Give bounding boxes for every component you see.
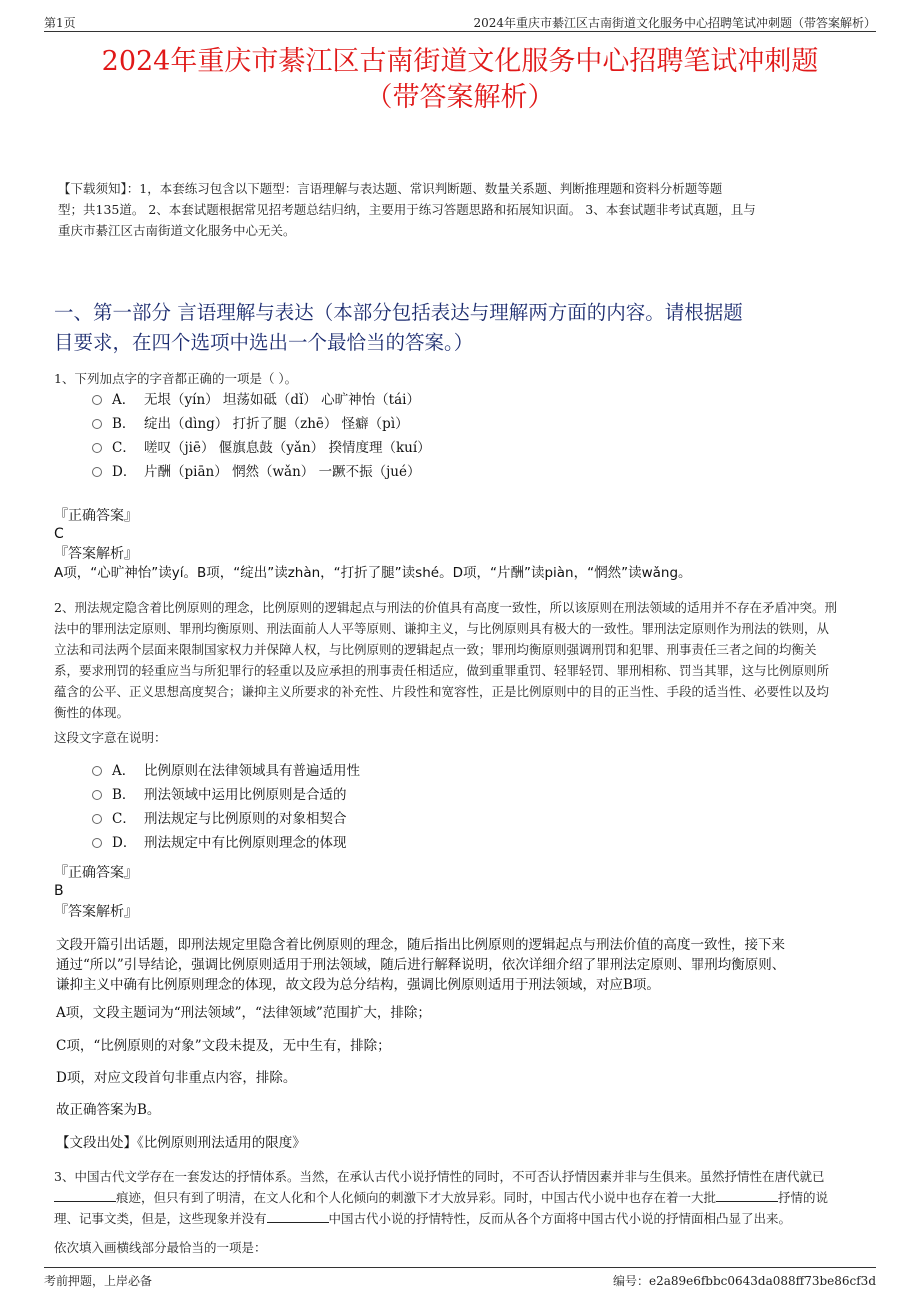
option-a[interactable]: A． 无垠（yín） 坦荡如砥（dǐ） 心旷神怡（tái） (92, 388, 431, 412)
section-heading-line: 目要求，在四个选项中选出一个最恰当的答案。） (54, 331, 474, 354)
fill-blank[interactable] (267, 1210, 329, 1223)
source-citation: 【文段出处】《比例原则刑法适用的限度》 (56, 1135, 306, 1151)
option-c[interactable]: C． 刑法规定与比例原则的对象相契合 (92, 807, 360, 831)
notice-line: 【下载须知】：1，本套练习包含以下题型：言语理解与表达题、常识判断题、数量关系题、判断推理题和资料分析题等题 (58, 181, 723, 196)
option-c[interactable]: C． 嗟叹（jiē） 偃旗息鼓（yǎn） 揆情度理（kuí） (92, 436, 431, 460)
notice-line: 型；共135道。 2、本套试题根据常见招考题总结归纳，主要用于练习答题思路和拓展知识面。 3、本套试题非考试真题，且与 (58, 202, 756, 217)
question-3-line-2: 痕迹，但只有到了明清，在文人化和个人化倾向的刺激下才大放异彩。同时，中国古代小说中也存在着一大批 抒情的说 (54, 1187, 874, 1208)
question-3-line-3: 理、记事文类，但是，这些现象并没有 中国古代小说的抒情特性，反而从各个方面将中国古代小说的抒情面相凸显了出来。 (54, 1211, 792, 1226)
question-1-options (92, 388, 431, 484)
analysis-option-c: C项，“比例原则的对象”文段未提及，无中生有，排除； (56, 1038, 391, 1054)
section-heading (54, 298, 874, 358)
footer-divider (44, 1267, 876, 1268)
download-notice (58, 178, 878, 241)
option-d[interactable]: D． 片酬（piān） 惘然（wǎn） 一蹶不振（jué） (92, 460, 431, 484)
question-3-stem: 3、中国古代文学存在一套发达的抒情体系。当然，在承认古代小说抒情性的同时，不可否认抒情因素并非与生俱来。虽然抒情性在唐代就已 痕迹，但只有到了明清，在文人化和个人化倾向的刺激下才大放异彩。同时，中国古代小说中也存在着一大批 抒情的说 理、记事文类，但是，这些现象并没有 中国古代小说的抒情特性，反而从各个方面将中国古代小说的抒情面相凸显了出来。 (54, 1166, 874, 1229)
running-header: 2024年重庆市綦江区古南街道文化服务中心招聘笔试冲刺题（带答案解析） (473, 16, 876, 30)
option-b[interactable]: B． 刑法领域中运用比例原则是合适的 (92, 783, 360, 807)
radio-icon[interactable] (92, 443, 102, 453)
header-divider (44, 31, 876, 32)
footer-slogan: 考前押题，上岸必备 (44, 1274, 153, 1288)
question-2-prompt: 这段文字意在说明： (54, 730, 167, 745)
analysis-option-a: A项，文段主题词为“刑法领域”，“法律领域”范围扩大，排除； (56, 1005, 431, 1021)
analysis-text: A项，“心旷神怡”读yí。B项，“绽出”读zhàn，“打折了腿”读shé。D项，“片酬”读piàn，“惘然”读wǎng。 (54, 565, 692, 581)
option-d[interactable]: D． 刑法规定中有比例原则理念的体现 (92, 831, 360, 855)
option-b[interactable]: B． 绽出（dìng） 打折了腿（zhē） 怪癖（pì） (92, 412, 431, 436)
analysis-conclusion: 故正确答案为B。 (56, 1102, 161, 1118)
question-2-stem: 2、刑法规定隐含着比例原则的理念，比例原则的逻辑起点与刑法的价值具有高度一致性，所以该原则在刑法领域的适用并不存在矛盾冲突。刑 法中的罪刑法定原则、罪刑均衡原则、刑法面前人人平等原则、谦抑主义，与比例原则具有极大的一致性。罪刑法定原则作为刑法的铁则，从 立法和司法两个层面来限制国家权力并保障人权，与比例原则的逻辑起点一致；罪刑均衡原则强调刑罚和犯罪、刑事责任三者之间的均衡关 系，要求刑罚的轻重应当与所犯罪行的轻重以及应承担的刑事责任相适应，做到重罪重罚、轻罪轻罚、罪刑相称、罚当其罪，这与比例原则所 蕴含的公平、正义思想高度契合；谦抑主义所要求的补充性、片段性和宽容性，正是比例原则中的目的正当性、手段的适当性、必要性以及均 衡性的体现。 (54, 600, 837, 720)
analysis-option-d: D项，对应文段首句非重点内容，排除。 (56, 1070, 297, 1086)
fill-blank[interactable] (716, 1189, 778, 1202)
radio-icon[interactable] (92, 766, 102, 776)
radio-icon[interactable] (92, 814, 102, 824)
analysis-label: 『答案解析』 (54, 546, 138, 562)
answer-value: C (54, 526, 64, 542)
section-heading-line: 一、第一部分 言语理解与表达（本部分包括表达与理解两方面的内容。请根据题 (54, 301, 743, 324)
page-number: 第1页 (44, 16, 76, 30)
radio-icon[interactable] (92, 467, 102, 477)
answer-label: 『正确答案』 (54, 865, 138, 881)
option-a[interactable]: A． 比例原则在法律领域具有普遍适用性 (92, 759, 360, 783)
page-subtitle: （带答案解析） (365, 82, 555, 113)
fill-blank[interactable] (54, 1189, 116, 1202)
document-id: 编号：e2a89e6fbbc0643da088ff73be86cf3d (612, 1274, 876, 1288)
page-title: 2024年重庆市綦江区古南街道文化服务中心招聘笔试冲刺题 (101, 46, 819, 77)
notice-line: 重庆市綦江区古南街道文化服务中心无关。 (58, 223, 296, 238)
radio-icon[interactable] (92, 790, 102, 800)
answer-label: 『正确答案』 (54, 508, 138, 524)
question-3-prompt: 依次填入画横线部分最恰当的一项是： (54, 1240, 267, 1255)
analysis-text: 文段开篇引出话题，即刑法规定里隐含着比例原则的理念，随后指出比例原则的逻辑起点与刑法价值的高度一致性，接下来 通过“所以”引导结论，强调比例原则适用于刑法领域，随后进行解释说明，依次详细介绍了罪刑法定原则、罪刑均衡原则、 谦抑主义中确有比例原则理念的体现，故文段为总分结构，强调比例原则适用于刑法领域，对应B项。 (56, 937, 786, 993)
radio-icon[interactable] (92, 395, 102, 405)
question-1-stem: 1、下列加点字的字音都正确的一项是（ ）。 (54, 371, 298, 386)
analysis-label: 『答案解析』 (54, 904, 138, 920)
question-2-options (92, 759, 360, 855)
radio-icon[interactable] (92, 838, 102, 848)
answer-value: B (54, 883, 64, 899)
radio-icon[interactable] (92, 419, 102, 429)
